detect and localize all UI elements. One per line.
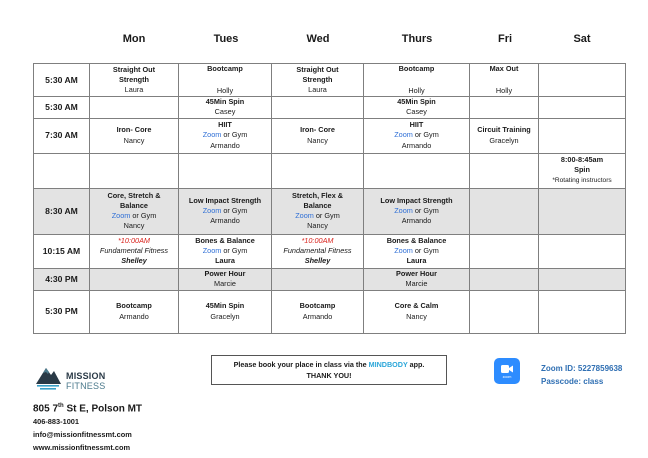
gym-option: or Gym — [130, 211, 157, 221]
location-options — [92, 211, 176, 221]
class-detail: Strength — [302, 74, 333, 84]
empty-cell — [539, 290, 626, 333]
time-slot: 5:30 PM — [34, 290, 90, 333]
day-header: Fri — [497, 33, 513, 45]
class-detail: Marcie — [405, 279, 428, 289]
class-cell — [90, 234, 179, 268]
class-detail: Nancy — [406, 311, 427, 321]
zoom-meeting-info — [541, 362, 622, 388]
day-header: Tues — [213, 33, 239, 45]
class-cell — [90, 290, 179, 333]
empty-cell — [364, 153, 470, 188]
class-name: Straight Out — [296, 64, 339, 74]
class-cell — [179, 97, 272, 119]
class-name: Straight Out — [112, 64, 156, 74]
logo-wordmark: MISSION FITNESS — [66, 371, 106, 391]
day-header: Sat — [573, 33, 591, 45]
class-cell — [364, 64, 470, 97]
empty-cell — [539, 64, 626, 97]
class-cell — [364, 188, 470, 234]
schedule-row — [34, 268, 626, 290]
empty-cell — [90, 153, 179, 188]
zoom-option: Zoom — [394, 245, 413, 255]
class-detail: Nancy — [123, 135, 145, 145]
zoom-option: Zoom — [202, 245, 222, 255]
class-detail: Gracelyn — [210, 311, 240, 321]
day-header: Mon — [122, 33, 146, 45]
zoom-logo-text: zoom — [502, 375, 512, 379]
class-detail: Nancy — [307, 221, 328, 231]
zoom-option: Zoom — [295, 211, 314, 221]
class-cell — [90, 64, 179, 97]
empty-cell — [470, 290, 539, 333]
class-name: Bootcamp — [116, 301, 152, 311]
class-detail: Holly — [495, 85, 513, 95]
empty-cell — [539, 188, 626, 234]
class-cell — [90, 188, 179, 234]
time-slot: 5:30 AM — [34, 97, 90, 119]
time-slot — [34, 153, 90, 188]
location-options — [181, 130, 269, 140]
class-cell — [272, 118, 364, 153]
thank-you-text: THANK YOU! — [306, 371, 352, 380]
class-detail: Balance — [120, 200, 148, 210]
gym-option: or Gym — [412, 130, 439, 140]
gym-option: or Gym — [221, 205, 248, 215]
class-name: Max Out — [489, 64, 519, 73]
class-detail: *10:00AM — [301, 235, 334, 245]
empty-cell — [470, 234, 539, 268]
class-name: 45Min Spin — [205, 97, 245, 106]
zoom-option: Zoom — [202, 130, 222, 140]
email-address[interactable]: info@missionfitnessmt.com — [33, 430, 132, 439]
class-detail: *Rotating instructors — [552, 176, 612, 184]
class-name: Power Hour — [204, 268, 246, 278]
empty-cell — [470, 268, 539, 290]
class-name: Bootcamp — [299, 301, 336, 311]
class-detail: Strength — [119, 74, 149, 84]
empty-cell — [470, 97, 539, 119]
class-detail: Shelley — [121, 256, 147, 266]
class-detail: Casey — [406, 107, 427, 117]
time-slot: 4:30 PM — [34, 268, 90, 290]
schedule-row — [34, 64, 626, 97]
class-detail: Balance — [303, 200, 332, 210]
class-name: Iron- Core — [116, 125, 152, 135]
empty-cell — [539, 234, 626, 268]
zoom-passcode: Passcode: class — [541, 377, 604, 386]
class-name: Bootcamp — [398, 64, 435, 73]
location-options — [366, 130, 467, 140]
class-name: Core & Calm — [394, 301, 439, 311]
class-name: Low Impact Strength — [380, 195, 453, 205]
empty-cell — [539, 268, 626, 290]
schedule-row — [34, 234, 626, 268]
mission-fitness-logo — [34, 362, 144, 390]
schedule-row — [34, 290, 626, 333]
class-name: Bootcamp — [207, 64, 243, 73]
empty-cell — [539, 97, 626, 119]
phone-number: 406-883-1001 — [33, 417, 80, 426]
class-detail: Laura — [308, 85, 327, 95]
class-cell — [179, 234, 272, 268]
class-name: 8:00-8:45am — [560, 155, 604, 165]
empty-cell — [272, 153, 364, 188]
location-options — [274, 211, 361, 221]
empty-cell — [90, 97, 179, 119]
class-cell — [272, 188, 364, 234]
mountain-logo-icon — [34, 362, 62, 390]
class-name: Low Impact Strength — [188, 195, 262, 205]
class-cell — [272, 64, 364, 97]
class-cell — [179, 64, 272, 97]
class-name: Iron- Core — [300, 125, 335, 135]
class-cell — [539, 153, 626, 188]
time-slot: 10:15 AM — [34, 234, 90, 268]
empty-cell — [539, 118, 626, 153]
class-cell — [364, 234, 470, 268]
empty-cell — [272, 268, 364, 290]
schedule-row — [34, 188, 626, 234]
day-header: Wed — [306, 33, 330, 45]
location-options — [366, 206, 467, 216]
gym-option: or Gym — [221, 130, 248, 140]
schedule-row — [34, 153, 626, 188]
class-detail: Holly — [408, 85, 425, 95]
class-name: 45Min Spin — [397, 97, 436, 106]
zoom-option: Zoom — [394, 205, 413, 215]
class-detail: Nancy — [123, 221, 145, 231]
class-name: HIIT — [218, 120, 232, 130]
street-address: 805 7th St E, Polson MT — [33, 403, 143, 415]
booking-notice: Please book your place in class via the MINDBODY app. THANK YOU! — [211, 355, 447, 385]
class-name: Power Hour — [396, 268, 437, 278]
class-detail: Armando — [210, 216, 240, 226]
class-cell — [179, 268, 272, 290]
class-detail: Armando — [119, 311, 149, 321]
empty-cell — [90, 268, 179, 290]
location-options — [181, 246, 269, 256]
schedule-row — [34, 118, 626, 153]
location-options — [366, 246, 467, 256]
gym-option: or Gym — [412, 205, 439, 215]
schedule-row — [34, 97, 626, 119]
zoom-id: Zoom ID: 5227859638 — [541, 364, 623, 373]
class-detail: *10:00AM — [117, 235, 151, 245]
class-detail: Gracelyn — [489, 135, 519, 145]
class-cell — [364, 290, 470, 333]
class-name: Bones & Balance — [195, 235, 255, 245]
class-cell — [470, 118, 539, 153]
class-cell — [364, 268, 470, 290]
class-cell — [364, 97, 470, 119]
class-cell — [179, 188, 272, 234]
zoom-logo-icon — [494, 358, 520, 384]
location-options — [181, 206, 269, 216]
class-detail: Armando — [210, 140, 240, 150]
class-cell — [364, 118, 470, 153]
class-detail: Nancy — [307, 135, 328, 145]
gym-option: or Gym — [221, 245, 248, 255]
day-header-row — [0, 33, 648, 51]
class-name: Circuit Training — [477, 125, 531, 135]
class-schedule-table — [33, 63, 626, 334]
class-cell — [90, 118, 179, 153]
class-detail: Marcie — [214, 279, 236, 289]
zoom-option: Zoom — [394, 130, 413, 140]
gym-option: or Gym — [313, 211, 340, 221]
class-name: Bones & Balance — [386, 235, 447, 245]
class-name: Stretch, Flex & — [291, 190, 344, 200]
class-name: HIIT — [409, 120, 424, 130]
class-detail: Holly — [216, 85, 234, 95]
class-cell — [470, 64, 539, 97]
empty-cell — [179, 153, 272, 188]
class-detail: Laura — [406, 256, 427, 266]
class-detail: Armando — [401, 140, 432, 150]
class-name: Core, Stretch & — [107, 190, 161, 200]
zoom-option: Zoom — [111, 211, 131, 221]
day-header: Thurs — [401, 33, 433, 45]
empty-cell — [470, 153, 539, 188]
class-detail: Armando — [302, 311, 333, 321]
class-detail: Fundamental Fitness — [99, 245, 169, 255]
class-detail: Shelley — [304, 256, 331, 266]
time-slot: 5:30 AM — [34, 64, 90, 97]
class-cell — [179, 118, 272, 153]
video-camera-icon — [501, 364, 513, 374]
zoom-option: Zoom — [202, 205, 222, 215]
class-cell — [179, 290, 272, 333]
time-slot: 8:30 AM — [34, 188, 90, 234]
mindbody-app-name: MINDBODY — [368, 360, 408, 369]
class-detail: Laura — [215, 256, 235, 266]
class-detail: Spin — [574, 165, 590, 175]
class-name: 45Min Spin — [205, 301, 245, 311]
time-slot: 7:30 AM — [34, 118, 90, 153]
class-cell — [272, 290, 364, 333]
website-link[interactable]: www.missionfitnessmt.com — [33, 443, 131, 452]
class-detail: Laura — [124, 85, 144, 95]
class-detail: Fundamental Fitness — [283, 245, 352, 255]
class-cell — [272, 234, 364, 268]
empty-cell — [272, 97, 364, 119]
class-detail: Casey — [214, 107, 236, 117]
gym-option: or Gym — [412, 245, 439, 255]
empty-cell — [470, 188, 539, 234]
class-detail: Armando — [401, 216, 432, 226]
